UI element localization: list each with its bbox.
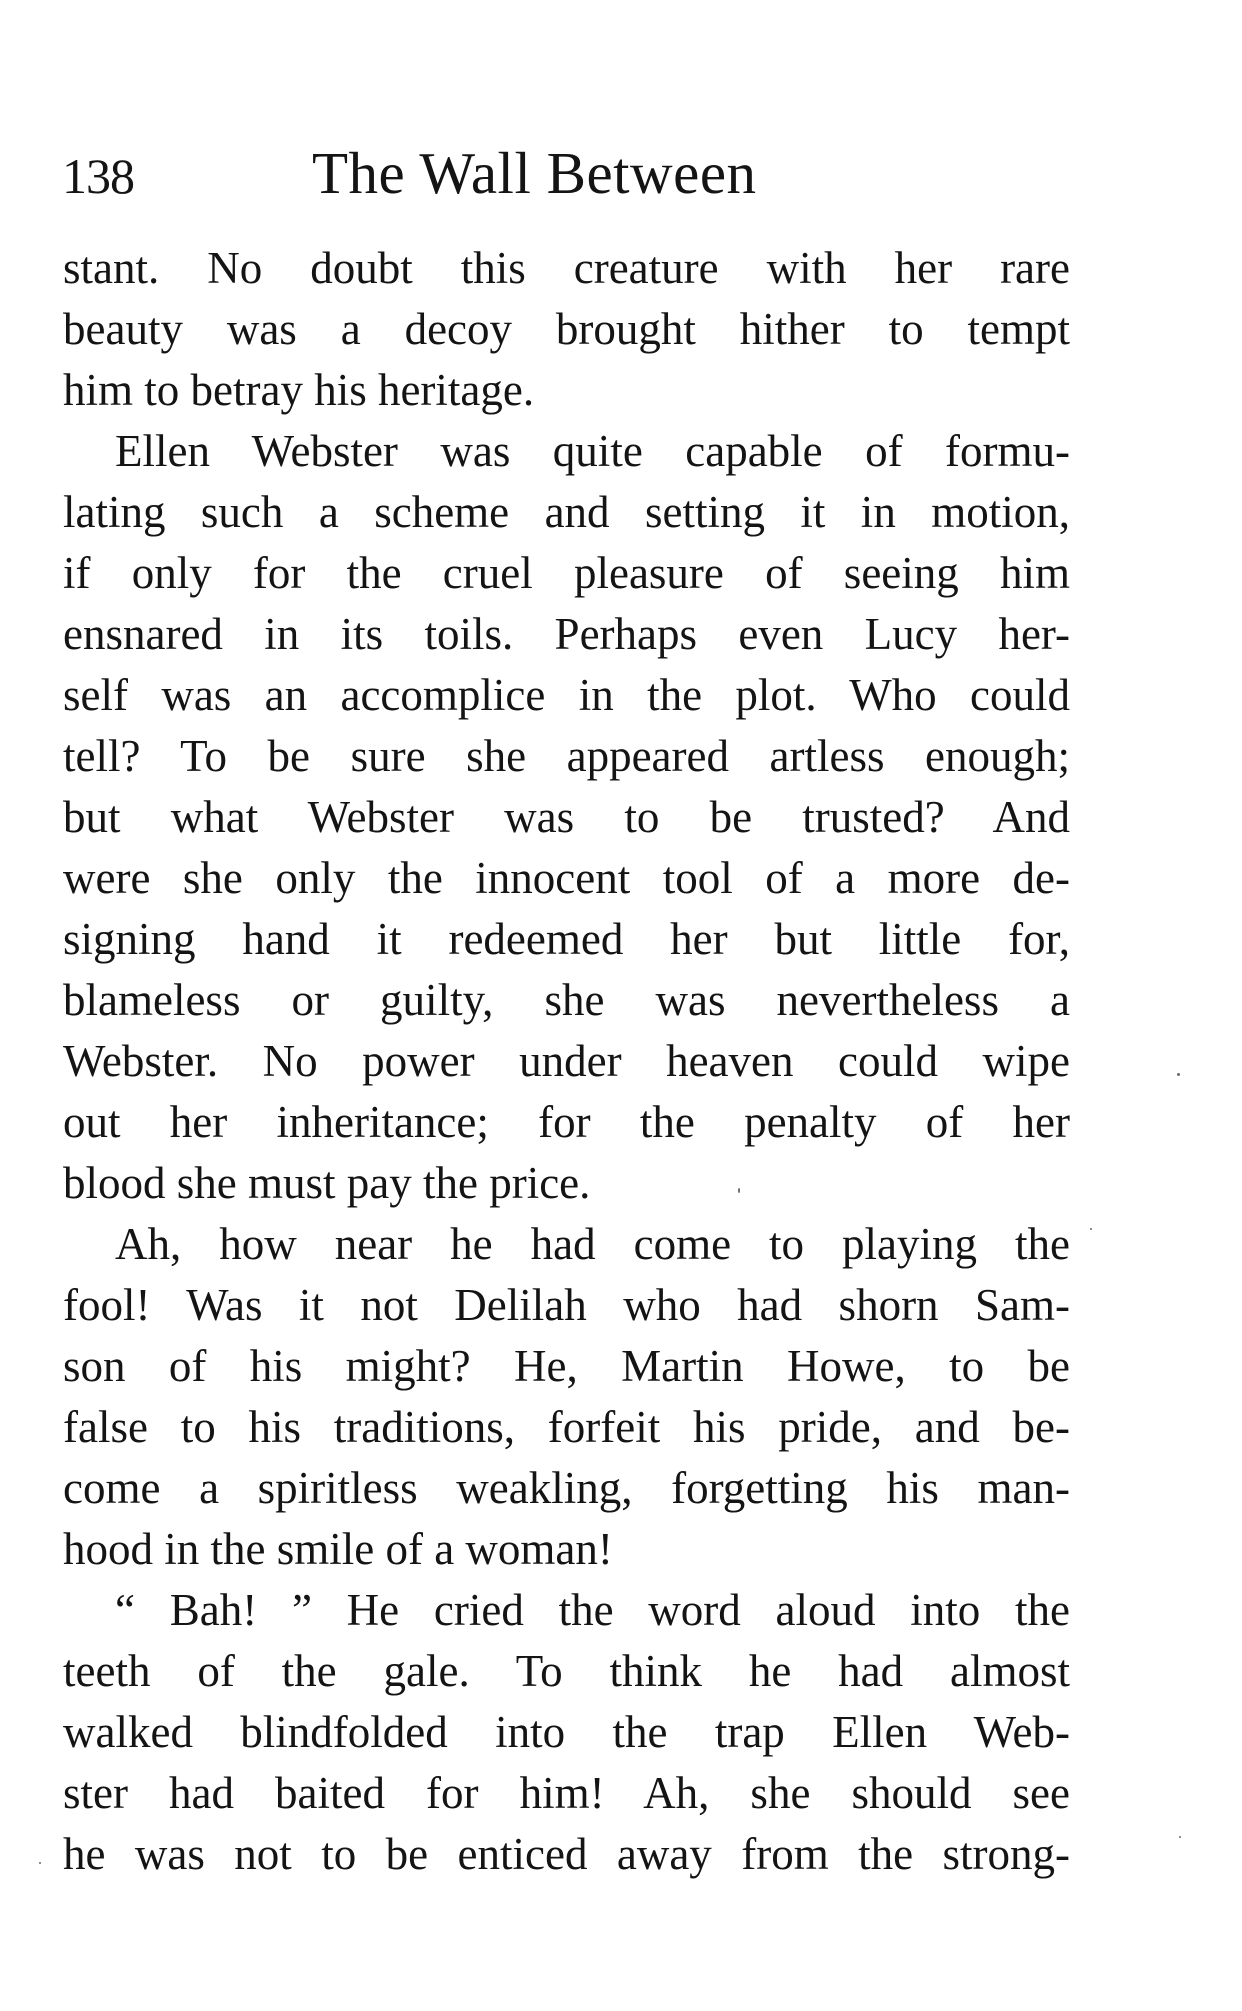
text-line: blameless or guilty, she was nevertheless a (63, 975, 1070, 1025)
scan-speck (1090, 1228, 1092, 1230)
paragraph-start-line: “ Bah! ” He cried the word aloud into the (115, 1585, 1070, 1635)
text-line: self was an accomplice in the plot. Who could (63, 670, 1070, 720)
text-line: signing hand it redeemed her but little for, (63, 914, 1070, 964)
text-line: Webster. No power under heaven could wipe (63, 1036, 1070, 1086)
text-line: he was not to be enticed away from the strong- (63, 1829, 1070, 1879)
scan-speck (1177, 1073, 1180, 1076)
scan-speck (39, 1862, 41, 1864)
page-header (62, 138, 1072, 218)
text-line: ster had baited for him! Ah, she should see (63, 1768, 1070, 1818)
text-line: him to betray his heritage. (63, 365, 535, 415)
text-line: hood in the smile of a woman! (63, 1524, 613, 1574)
text-line: but what Webster was to be trusted? And (63, 792, 1070, 842)
text-line: false to his traditions, forfeit his pride, and be- (63, 1402, 1070, 1452)
text-line: blood she must pay the price. (63, 1158, 591, 1208)
text-line: were she only the innocent tool of a more de- (63, 853, 1070, 903)
page-number: 138 (62, 148, 134, 204)
text-line: lating such a scheme and setting it in motion, (63, 487, 1070, 537)
text-line: walked blindfolded into the trap Ellen Web- (63, 1707, 1070, 1757)
text-line: beauty was a decoy brought hither to tempt (63, 304, 1070, 354)
text-line: fool! Was it not Delilah who had shorn Sam- (63, 1280, 1070, 1330)
scan-speck (1179, 1836, 1181, 1838)
scan-speck (738, 1188, 740, 1193)
text-line: if only for the cruel pleasure of seeing him (63, 548, 1070, 598)
text-line: teeth of the gale. To think he had almost (63, 1646, 1070, 1696)
paragraph-start-line: Ah, how near he had come to playing the (115, 1219, 1070, 1269)
text-line: stant. No doubt this creature with her rare (63, 243, 1070, 293)
text-line: ensnared in its toils. Perhaps even Lucy her- (63, 609, 1070, 659)
text-line: out her inheritance; for the penalty of her (63, 1097, 1070, 1147)
text-line: come a spiritless weakling, forgetting his man- (63, 1463, 1070, 1513)
text-line: tell? To be sure she appeared artless enough; (63, 731, 1070, 781)
body-text (63, 238, 1070, 1885)
running-title: The Wall Between (312, 140, 757, 206)
paragraph-start-line: Ellen Webster was quite capable of formu- (115, 426, 1070, 476)
text-line: son of his might? He, Martin Howe, to be (63, 1341, 1070, 1391)
